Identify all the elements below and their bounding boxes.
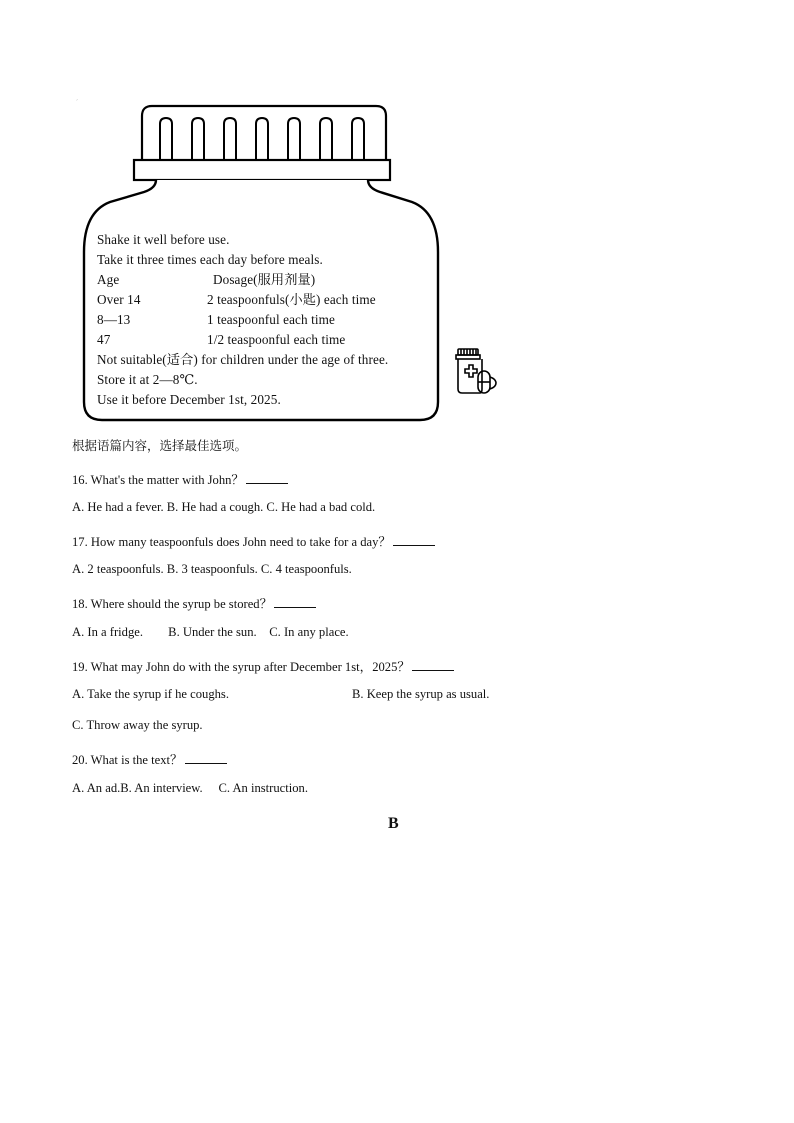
answer-blank[interactable] — [412, 659, 454, 671]
section-label: B — [388, 815, 399, 832]
medicine-bottle-icon — [452, 347, 498, 395]
label-line-shake: Shake it well before use. — [97, 232, 230, 247]
question-stem: 16. What's the matter with John？ — [72, 473, 245, 487]
dosage-age: 47 — [97, 332, 111, 347]
dosage-header-row — [97, 270, 437, 290]
answer-blank[interactable] — [185, 752, 227, 764]
question-17 — [72, 531, 435, 550]
question-stem: 20. What is the text？ — [72, 753, 183, 767]
question-stem: 19. What may John do with the syrup after December 1st，2025？ — [72, 660, 410, 674]
question-19-options-ab — [72, 687, 672, 702]
question-18-options: A. In a fridge. B. Under the sun. C. In any place. — [72, 625, 349, 639]
question-16-options: A. He had a fever. B. He had a cough. C. He had a bad cold. — [72, 500, 376, 514]
option-b: B. Keep the syrup as usual. — [352, 687, 490, 701]
answer-blank[interactable] — [393, 534, 435, 546]
option-a: A. Take the syrup if he coughs. — [72, 687, 229, 701]
question-19 — [72, 656, 454, 675]
dosage-row — [97, 310, 437, 330]
instructions: 根据语篇内容，选择最佳选项。 — [72, 438, 248, 453]
dosage-header-age: Age — [97, 272, 120, 287]
question-stem: 17. How many teaspoonfuls does John need to take for a day？ — [72, 535, 391, 549]
dosage-age: Over 14 — [97, 292, 141, 307]
dosage-age: 8—13 — [97, 312, 131, 327]
question-20 — [72, 749, 227, 768]
dosage-row — [97, 330, 437, 350]
scan-mark: ˊ — [76, 100, 78, 106]
label-text — [97, 230, 437, 410]
dosage-amount: 2 teaspoonfuls(小匙) each time — [207, 292, 376, 307]
question-18 — [72, 593, 316, 612]
label-line-use: Use it before December 1st, 2025. — [97, 392, 281, 407]
question-16 — [72, 469, 288, 488]
dosage-row — [97, 290, 437, 310]
question-20-options: A. An ad.B. An interview. C. An instruction. — [72, 781, 309, 795]
question-19-option-c: C. Throw away the syrup. — [72, 718, 203, 732]
label-line-take: Take it three times each day before meals. — [97, 252, 323, 267]
question-stem: 18. Where should the syrup be stored？ — [72, 597, 273, 611]
dosage-header-dosage: Dosage(服用剂量) — [213, 272, 316, 287]
label-line-suitable: Not suitable(适合) for children under the age of three. — [97, 352, 389, 367]
answer-blank[interactable] — [274, 596, 316, 608]
dosage-amount: 1 teaspoonful each time — [207, 312, 335, 327]
dosage-amount: 1/2 teaspoonful each time — [207, 332, 346, 347]
label-line-store: Store it at 2—8℃. — [97, 372, 198, 387]
question-17-options: A. 2 teaspoonfuls. B. 3 teaspoonfuls. C. 4 teaspoonfuls. — [72, 562, 352, 576]
answer-blank[interactable] — [246, 472, 288, 484]
